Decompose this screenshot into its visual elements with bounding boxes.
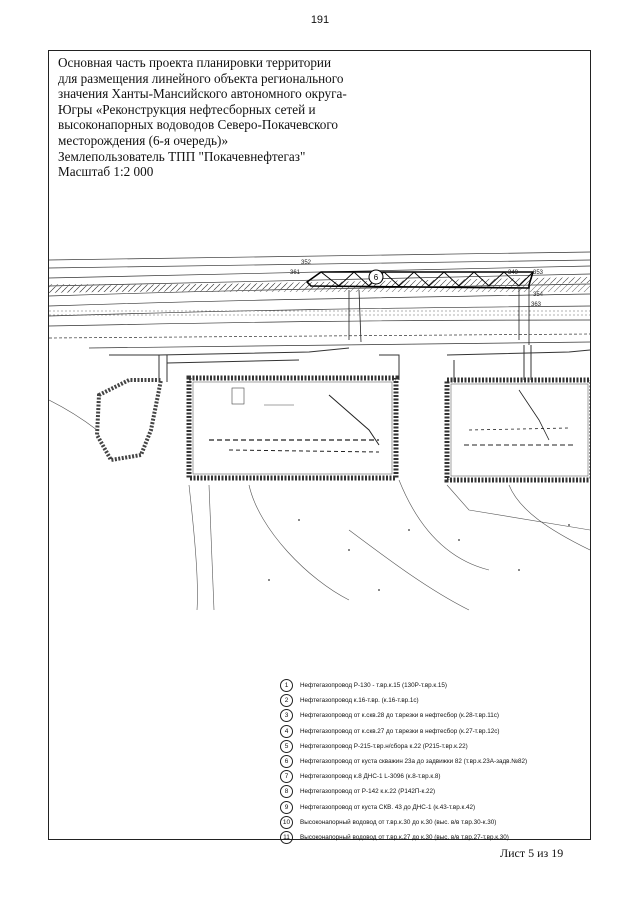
legend-item [280, 815, 580, 830]
legend-text: Высоконапорный водовод от т.вр.к.30 до к.30 (выс. в/в т.вр.30-к.30) [300, 818, 497, 826]
scale-line: Масштаб 1:2 000 [58, 164, 154, 180]
legend-text: Нефтегазопровод от Р-142 к.к.22 (Р142П-к.22) [300, 788, 436, 796]
legend-text: Нефтегазопровод от куста скважин 23а до задвижки 82 (т.вр.к.23А-задв.№82) [300, 758, 528, 766]
terrain-points [268, 519, 570, 591]
site-plan-map [49, 230, 590, 670]
legend-number: 3 [280, 709, 293, 722]
point-label: 353 [533, 270, 544, 276]
pipeline-approaches-right [447, 345, 590, 382]
title-line: высоконапорных водоводов Северо-Покачевского [58, 117, 339, 133]
title-block [58, 55, 388, 180]
land-user-line: Землепользователь ТПП "Покачевнефтегаз" [58, 148, 306, 164]
legend-number: 4 [280, 725, 293, 738]
legend-item [280, 754, 580, 769]
title-line: значения Ханты-Мансийского автономного округа- [58, 86, 347, 102]
page-number: 191 [310, 14, 330, 26]
legend-number: 5 [280, 740, 293, 753]
legend-text: Нефтегазопровод Р-215-т.вр.н/сбора к.22 (Р215-т.вр.к.22) [300, 742, 468, 750]
legend-item [280, 693, 580, 708]
point-label: 352 [301, 260, 312, 266]
well-pad-left [189, 378, 396, 478]
legend-text: Нефтегазопровод к.8 ДНС-1 L-3096 (к.8-т.вр.к.8) [300, 773, 441, 781]
legend-number: 1 [280, 679, 293, 692]
point-label: 354 [533, 292, 544, 298]
legend-text: Нефтегазопровод от куста СКВ. 43 до ДНС-1 (к.43-т.вр.к.42) [300, 803, 476, 811]
legend-number: 10 [280, 816, 293, 829]
legend-item [280, 739, 580, 754]
title-line: Основная часть проекта планировки территории [58, 55, 332, 70]
legend-number: 11 [280, 831, 293, 844]
legend-number: 7 [280, 770, 293, 783]
legend-item [280, 678, 580, 693]
legend-item [280, 724, 580, 739]
hatched-area-left [97, 380, 161, 460]
well-pad-right [447, 380, 590, 480]
legend-item [280, 784, 580, 799]
pipeline-corridor [49, 252, 590, 348]
point-label: 361 [290, 270, 301, 276]
section-callout-number: 6 [373, 273, 379, 282]
point-label: 363 [531, 302, 542, 308]
legend-item [280, 830, 580, 845]
legend-item [280, 708, 580, 723]
legend [280, 678, 580, 845]
title-line: месторождения (6-я очередь)» [58, 132, 229, 148]
legend-text: Нефтегазопровод от к.скв.28 до т.врезки в нефтесбор (к.28-т.вр.11с) [300, 712, 499, 720]
point-label: 349 [508, 270, 519, 276]
legend-number: 9 [280, 801, 293, 814]
dotted-band [49, 310, 590, 316]
legend-text: Высоконапорный водовод от т.вр.к.27 до к.30 (выс. в/в т.вр.27-т.вр.к.30) [300, 833, 509, 841]
legend-number: 2 [280, 694, 293, 707]
legend-item [280, 800, 580, 815]
legend-number: 6 [280, 755, 293, 768]
sheet-label: Лист 5 из 19 [500, 846, 564, 860]
title-line: для размещения линейного объекта регионального [58, 70, 344, 86]
legend-number: 8 [280, 785, 293, 798]
legend-item [280, 769, 580, 784]
legend-text: Нефтегазопровод Р-130 - т.вр.к.15 (130Р-т.вр.к.15) [300, 682, 448, 690]
legend-text: Нефтегазопровод от к.скв.27 до т.врезки в нефтесбор (к.27-т.вр.12с) [300, 727, 500, 735]
terrain-lines [49, 400, 590, 610]
legend-text: Нефтегазопровод к.16-т.вр. (к.16-т.вр.1с) [300, 697, 419, 705]
title-line: Югры «Реконструкция нефтесборных сетей и [58, 101, 316, 117]
